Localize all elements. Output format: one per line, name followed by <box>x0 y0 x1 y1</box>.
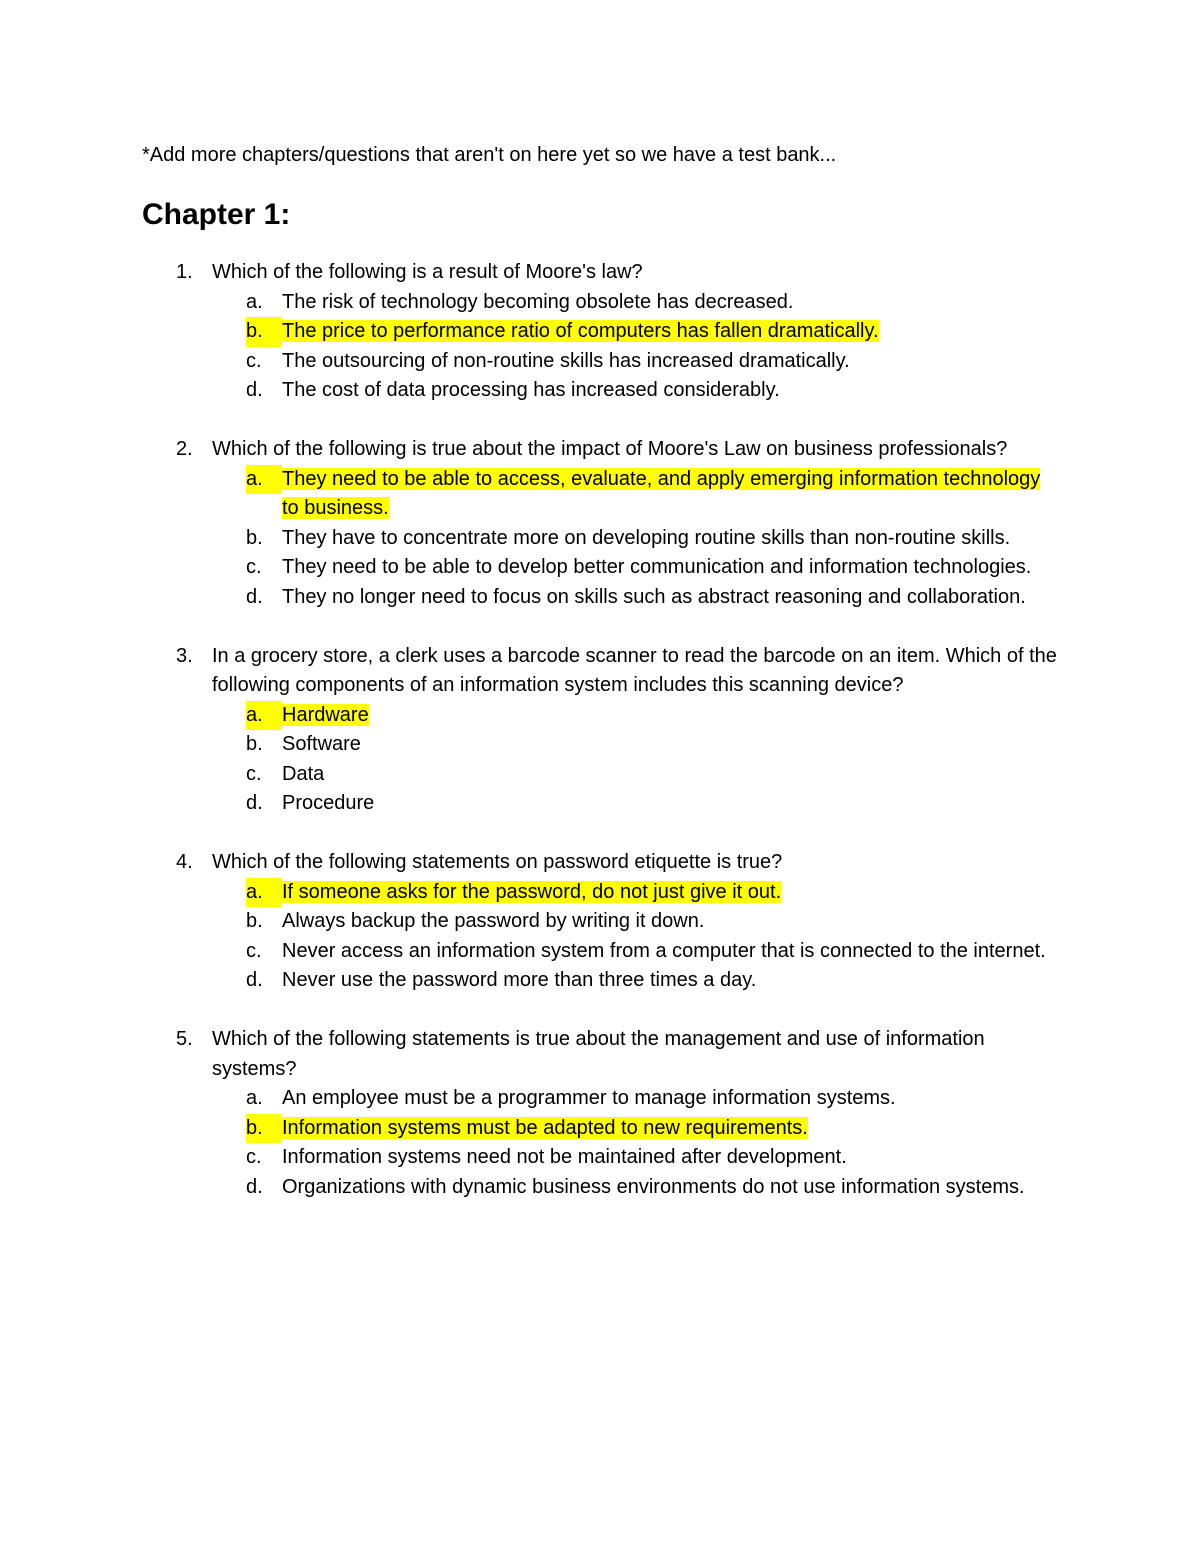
answer-letter: b. <box>246 526 263 549</box>
answer-option-correct <box>212 317 1062 347</box>
answer-text: The outsourcing of non-routine skills has increased dramatically. <box>282 349 850 372</box>
question-list <box>142 258 1062 1202</box>
answer-option <box>212 376 1062 406</box>
document-page <box>142 141 1062 1232</box>
highlighted-answer-text: The price to performance ratio of computers has fallen dramatically. <box>282 320 879 342</box>
question-item <box>142 1025 1062 1202</box>
answer-option <box>212 1143 1062 1173</box>
answer-list <box>212 878 1062 996</box>
question-number: 4. <box>176 851 193 873</box>
answer-option <box>212 760 1062 790</box>
answer-option <box>212 1084 1062 1114</box>
question-text: Which of the following is a result of Moore's law? <box>212 261 643 283</box>
highlighted-answer-text: They need to be able to access, evaluate, and apply emerging information technology to business. <box>282 467 1041 519</box>
answer-text: The risk of technology becoming obsolete has decreased. <box>282 290 794 313</box>
answer-text: They have to concentrate more on developing routine skills than non-routine skills. <box>282 526 1011 549</box>
highlighted-answer-text: Information systems must be adapted to new requirements. <box>282 1116 808 1139</box>
answer-option <box>212 937 1062 967</box>
answer-letter: d. <box>246 585 263 608</box>
question-text: In a grocery store, a clerk uses a barcode scanner to read the barcode on an item. Which of the following components of an information system includes this scanning device? <box>212 644 1057 696</box>
answer-letter: a. <box>246 290 263 313</box>
answer-letter: a. <box>246 465 282 495</box>
question-item <box>142 848 1062 996</box>
answer-text: Data <box>282 762 325 785</box>
answer-option <box>212 553 1062 583</box>
answer-option <box>212 583 1062 613</box>
answer-letter: d. <box>246 969 263 991</box>
answer-option-correct <box>212 878 1062 908</box>
question-text: Which of the following statements on password etiquette is true? <box>212 851 783 873</box>
answer-text: The cost of data processing has increased considerably. <box>282 379 780 401</box>
answer-text: Never use the password more than three times a day. <box>282 969 757 991</box>
answer-option <box>212 347 1062 377</box>
answer-text: Procedure <box>282 792 375 814</box>
answer-option <box>212 524 1062 554</box>
answer-text: An employee must be a programmer to manage information systems. <box>282 1087 896 1109</box>
answer-list <box>212 288 1062 406</box>
answer-option <box>212 966 1062 996</box>
answer-option <box>212 1173 1062 1203</box>
answer-option <box>212 789 1062 819</box>
question-text: Which of the following is true about the impact of Moore's Law on business professionals? <box>212 438 1008 460</box>
question-text: Which of the following statements is true about the management and use of information systems? <box>212 1028 985 1080</box>
question-number: 1. <box>176 261 193 283</box>
question-number: 3. <box>176 644 193 667</box>
answer-list <box>212 701 1062 819</box>
answer-option-correct <box>212 465 1062 524</box>
answer-text: They need to be able to develop better communication and information technologies. <box>282 556 1032 578</box>
answer-option <box>212 907 1062 937</box>
answer-text: Always backup the password by writing it down. <box>282 910 705 932</box>
question-number: 5. <box>176 1028 193 1050</box>
answer-letter: a. <box>246 1087 263 1109</box>
answer-letter: b. <box>246 733 263 755</box>
question-item <box>142 258 1062 406</box>
answer-option-correct <box>212 1114 1062 1144</box>
question-item <box>142 642 1062 819</box>
highlighted-answer-text: Hardware <box>282 703 369 726</box>
answer-letter: c. <box>246 939 262 962</box>
answer-text: Software <box>282 733 361 755</box>
answer-option <box>212 288 1062 318</box>
answer-letter: d. <box>246 1175 263 1198</box>
highlighted-answer-text: If someone asks for the password, do not just give it out. <box>282 880 782 903</box>
answer-letter: d. <box>246 379 263 401</box>
answer-letter: c. <box>246 762 262 785</box>
answer-letter: a. <box>246 701 282 731</box>
answer-text: Organizations with dynamic business environments do not use information systems. <box>282 1175 1025 1198</box>
answer-letter: c. <box>246 1146 262 1168</box>
answer-letter: b. <box>246 910 263 932</box>
question-item <box>142 435 1062 612</box>
answer-text: Information systems need not be maintained after development. <box>282 1146 847 1168</box>
answer-letter: c. <box>246 556 262 578</box>
answer-option <box>212 730 1062 760</box>
intro-note: *Add more chapters/questions that aren't on here yet so we have a test bank... <box>142 144 837 166</box>
question-number: 2. <box>176 438 193 460</box>
answer-letter: a. <box>246 878 282 908</box>
answer-letter: b. <box>246 1114 282 1144</box>
answer-letter: c. <box>246 349 262 372</box>
answer-letter: d. <box>246 792 263 814</box>
chapter-heading: Chapter 1: <box>142 197 291 231</box>
answer-letter: b. <box>246 317 282 347</box>
answer-list <box>212 465 1062 613</box>
answer-text: They no longer need to focus on skills such as abstract reasoning and collaboration. <box>282 585 1026 608</box>
answer-list <box>212 1084 1062 1202</box>
answer-text: Never access an information system from a computer that is connected to the internet. <box>282 939 1046 962</box>
answer-option-correct <box>212 701 1062 731</box>
